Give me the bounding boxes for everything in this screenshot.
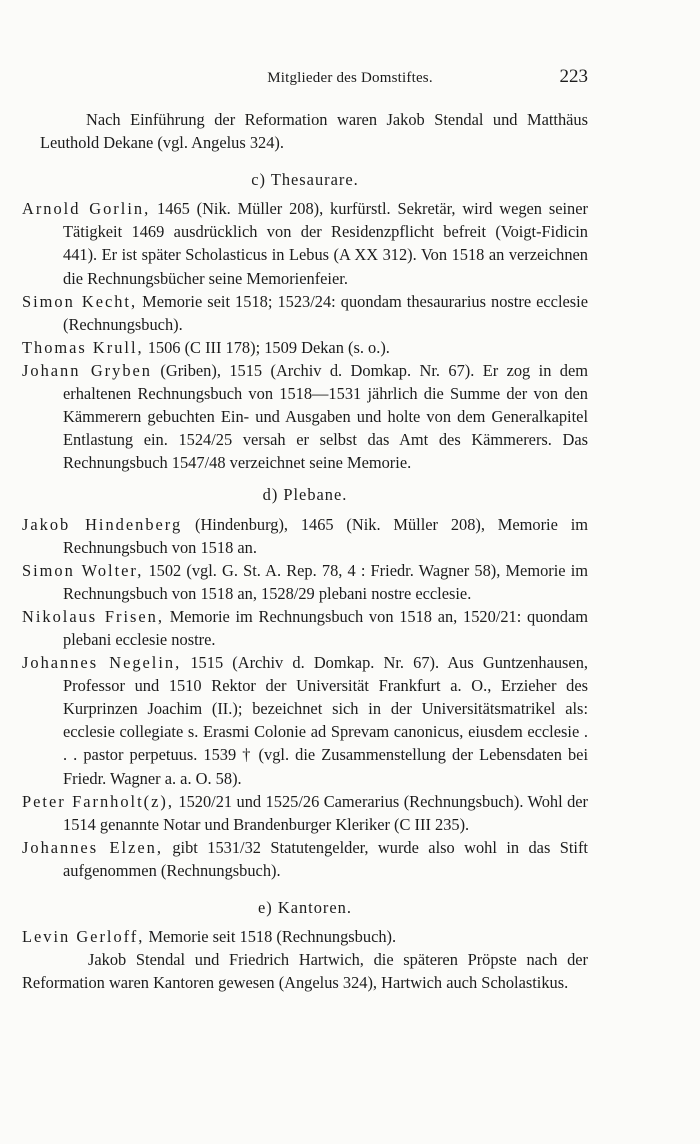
entry-text: (Griben), 1515 (Archiv d. Domkap. Nr. 67). Er zog in dem erhaltenen Rechnungsbuch von 1518—1531 jährlich die Summe der von den Kämmerern gebuchten Ein- und Ausgaben und holte von dem Generalkapitel Entlastung ein. 1524/25 versah er selbst das Amt des Kämmerers. Das Rechnungsbuch 1547/48 verzeichnet seine Memorie. bbox=[63, 360, 588, 473]
entry-jakob-hindenberg bbox=[22, 513, 588, 559]
entry-name: Nikolaus Frisen, bbox=[22, 606, 164, 626]
section-heading-thesaurare: c) Thesaurare. bbox=[251, 170, 359, 190]
intro-paragraph: Nach Einführung der Reformation waren Jakob Stendal und Matthäus Leuthold Dekane (vgl. Angelus 324). bbox=[40, 110, 588, 153]
entry-text: Memorie seit 1518; 1523/24: quondam thesaurarius nostre ecclesie (Rechnungsbuch). bbox=[63, 291, 588, 334]
entry-levin-gerloff bbox=[22, 925, 588, 948]
entry-johann-gryben bbox=[22, 359, 588, 474]
entry-johannes-negelin bbox=[22, 651, 588, 790]
entry-text: 1520/21 und 1525/26 Camerarius (Rechnungsbuch). Wohl der 1514 genannte Notar und Brandenburger Kleriker (C III 235). bbox=[63, 791, 589, 834]
section-heading-kantoren: e) Kantoren. bbox=[258, 898, 352, 917]
entry-text: 1465 (Nik. Müller 208), kurfürstl. Sekretär, wird wegen seiner Tätigkeit 1469 ausdrücklich von der Residenzpflicht befreit (Voigt-Fidicin 441). Er ist später Scholasticus in Lebus (A XX 312). Von 1518 an verzeichnen die Rechnungsbücher seine Memorienfeier. bbox=[63, 199, 588, 288]
entry-simon-wolter bbox=[22, 559, 588, 605]
entry-name: Simon Kecht, bbox=[22, 291, 138, 311]
entry-text: 1515 (Archiv d. Domkap. Nr. 67). Aus Guntzenhausen, Professor und 1510 Rektor der Universität Frankfurt a. O., Erzieher des Kurprinzen Joachim (II.); bezeichnet sich in der Universitätsmatrikel als: ecclesie collegiate s. Erasmi Colonie ad Sprevam canonicus, eiusdem ecclesie . . . pastor perpetuus. 1539 † (vgl. die Zusammenstellung der Lebensdaten bei Friedr. Wagner a. a. O. 58). bbox=[63, 653, 589, 788]
entry-text: gibt 1531/32 Statutengelder, wurde also wohl in das Stift aufgenommen (Rechnungsbuch). bbox=[63, 837, 588, 880]
entry-thomas-krull bbox=[22, 336, 588, 359]
entry-text: 1502 (vgl. G. St. A. Rep. 78, 4 : Friedr. Wagner 58), Memorie im Rechnungsbuch von 1518 an, 1528/29 plebani nostre ecclesie. bbox=[63, 560, 588, 603]
page-body bbox=[22, 108, 588, 994]
entry-name: Johannes Elzen, bbox=[22, 837, 163, 857]
entry-name: Thomas Krull, bbox=[22, 337, 144, 357]
entry-name: Arnold Gorlin, bbox=[22, 199, 151, 219]
entry-name: Peter Farnholt(z), bbox=[22, 791, 174, 811]
entry-nikolaus-frisen bbox=[22, 605, 588, 651]
entry-text: Memorie seit 1518 (Rechnungsbuch). bbox=[144, 927, 397, 947]
running-title: Mitglieder des Domstiftes. bbox=[267, 70, 433, 86]
entry-text: (Hindenburg), 1465 (Nik. Müller 208), Memorie im Rechnungsbuch von 1518 an. bbox=[63, 514, 588, 557]
entry-name: Simon Wolter, bbox=[22, 560, 144, 580]
page-header bbox=[0, 66, 700, 90]
entry-name: Jakob Hindenberg bbox=[22, 514, 183, 534]
closing-paragraph: Jakob Stendal und Friedrich Hartwich, die späteren Pröpste nach der Reformation waren Kantoren gewesen (Angelus 324), Hartwich auch Scholastikus. bbox=[22, 950, 588, 993]
entry-arnold-gorlin bbox=[22, 197, 588, 289]
page-number: 223 bbox=[559, 66, 588, 87]
entry-text: Memorie im Rechnungsbuch von 1518 an, 1520/21: quondam plebani ecclesie nostre. bbox=[63, 606, 588, 649]
entry-name: Johannes Negelin, bbox=[22, 653, 182, 673]
entry-text: 1506 (C III 178); 1509 Dekan (s. o.). bbox=[143, 337, 390, 357]
section-heading-plebane: d) Plebane. bbox=[262, 485, 348, 505]
entry-simon-kecht bbox=[22, 290, 588, 336]
entry-name: Levin Gerloff, bbox=[22, 927, 145, 947]
entry-name: Johann Gryben bbox=[22, 360, 152, 380]
entry-johannes-elzen bbox=[22, 836, 588, 882]
entry-peter-farnholt bbox=[22, 790, 588, 836]
